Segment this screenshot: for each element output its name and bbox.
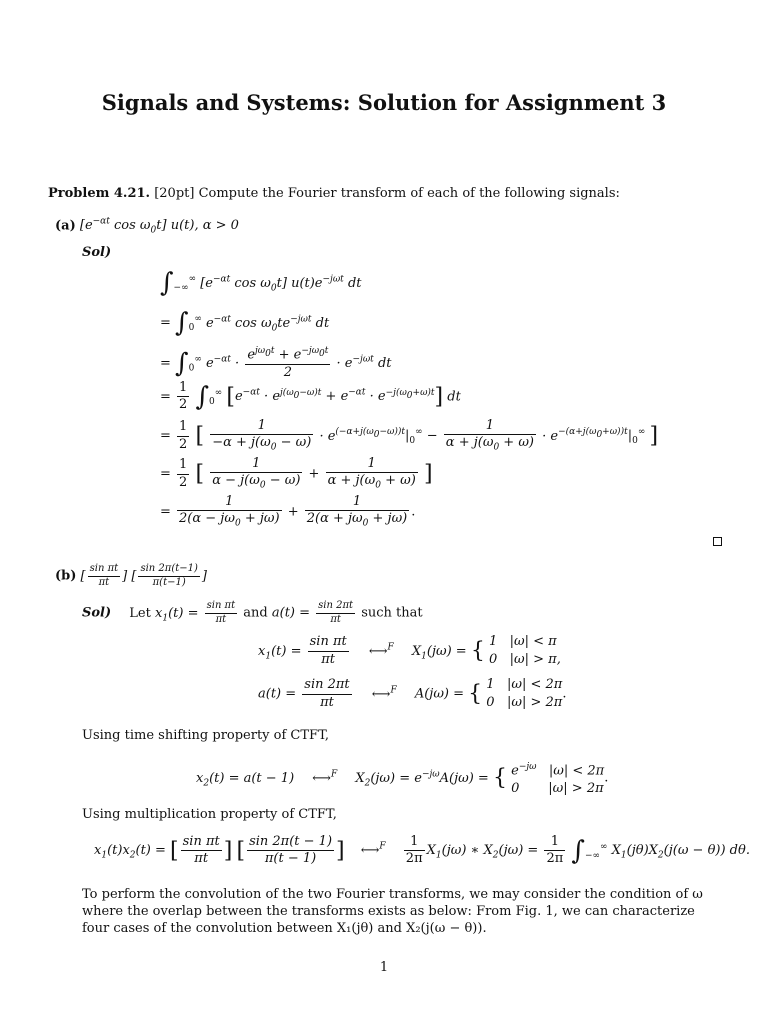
problem-text: [20pt] Compute the Fourier transform of each of the following signals: <box>154 186 620 201</box>
page-title: Signals and Systems: Solution for Assignment 3 <box>101 90 667 115</box>
eq-a-6: = $\frac{1}{2}$ [ $\frac{1}{\alpha - j(\omega_0 - \omega)}$ + $\frac{1}{\alpha + j(\omega_0 + \omega)}$ ] <box>160 456 433 491</box>
eq-a-5: = $\frac{1}{2}$ [ $\frac{1}{-\alpha + j(\omega_0 - \omega)}$ · $e^{(-\alpha+j(\omega_0-\omega))t}|_0^\infty$ − $\frac{1}{\alpha + j(\omega_0 + \omega)}$ · $e^{-(\alpha+j(\omega_0+\omega))t}|_0^\infty$ ] <box>160 418 659 453</box>
qed-box <box>713 537 722 546</box>
part-b-label: (b) <box>55 568 77 584</box>
part-b-header <box>55 563 207 589</box>
eq-b-x1: $x_1(t)$ = $\frac{\text{sin πt}}{\pi t}$ ⟷$^F$ $X_1(j\omega)$ = { 1 |ω| < π 0 |ω| > π, <box>258 634 561 667</box>
eq-b-x2: $x_2(t) = a(t - 1)$ ⟷$^F$ $X_2(j\omega) = e^{-j\omega}A(j\omega)$ = { $e^{-j\omega}$ |ω| < 2π 0 |ω| > 2π. <box>196 762 609 797</box>
part-a-header <box>55 217 239 236</box>
eq-b-product: $x_1(t)x_2(t)$ = [ $\frac{\text{sin πt}}{\pi t}$ ] [ $\frac{\sin 2\pi(t - 1)}{\pi(t - 1)}$ ] ⟷$^F$ $\frac{1}{2\pi}$ $X_1(j\omega)$ ∗ $X_2(j\omega)$ = $\frac{1}{2\pi}$ $\int_{-\infty}^\infty$ $X_1(j\theta)X_2(j(\omega - \theta))$ dθ. <box>94 834 750 867</box>
part-a-signal: [$e^{-\alpha t}$ $\cos \omega_0t$] u(t), α > 0 <box>79 217 239 236</box>
eq-a-4: = $\frac{1}{2}$ $\int_0^\infty$ $[e^{-\alpha t} \cdot e^{j(\omega_0-\omega)t} + e^{-\alpha t} \cdot e^{-j(\omega_0+\omega)t}]$ dt <box>160 380 461 413</box>
eq-a-3: = $\int_0^\infty$ $e^{-\alpha t}$ · $\frac{e^{j\omega_0t} + e^{-j\omega_0t}}{2}$ · $e^{-j\omega t}$ dt <box>160 346 392 380</box>
part-a-sol-label: Sol) <box>82 245 112 260</box>
problem-statement <box>48 186 620 201</box>
problem-label: Problem 4.21. <box>48 186 151 201</box>
eq-b-a: a(t) = $\frac{\sin 2\pi t}{\pi t}$ ⟷$^F$ A(jω) = { 1 |ω| < 2π 0 |ω| > 2π. <box>258 677 567 710</box>
convolution-paragraph: To perform the convolution of the two Fourier transforms, we may consider the condition of ω where the overlap between the transforms exists as below: From Fig. 1, we can characterize four cases of the convolution between X₁(jθ) and X₂(j(ω − θ)). <box>82 887 703 936</box>
eq-a-1: $\int_{-\infty}^\infty$ [$e^{-\alpha t}$ $\cos \omega_0t$] $u(t)e^{-j\omega t}$ dt <box>160 268 362 298</box>
let-text: Let <box>129 605 151 621</box>
time-shift-text: Using time shifting property of CTFT, <box>82 728 329 743</box>
part-b-signal: [ $\frac{\text{sin πt}}{\pi t}$ ] [ $\frac{\sin 2\pi(t-1)}{\pi(t-1)}$ ] <box>80 563 207 588</box>
part-a-label: (a) <box>55 218 76 234</box>
eq-a-2: = $\int_0^\infty$ $e^{-\alpha t}$ $\cos \omega_0te^{-j\omega t}$ dt <box>160 308 330 338</box>
and-text: and <box>243 605 268 621</box>
mult-text: Using multiplication property of CTFT, <box>82 807 337 822</box>
part-a-derivation <box>160 270 680 528</box>
eq-a-7: = $\frac{1}{2(\alpha - j\omega_0 + j\omega)}$ + $\frac{1}{2(\alpha + j\omega_0 + j\omega)}$ . <box>160 494 416 529</box>
such-that-text: such that <box>361 605 423 621</box>
page-number: 1 <box>379 960 389 975</box>
part-b-sol-line: Sol) Let $x_1(t)$ = $\frac{\text{sin πt}}{\pi t}$ and a(t) = $\frac{\sin 2\pi t}{\pi t}$ such that <box>82 600 423 625</box>
part-b-sol-label: Sol) <box>82 605 112 621</box>
